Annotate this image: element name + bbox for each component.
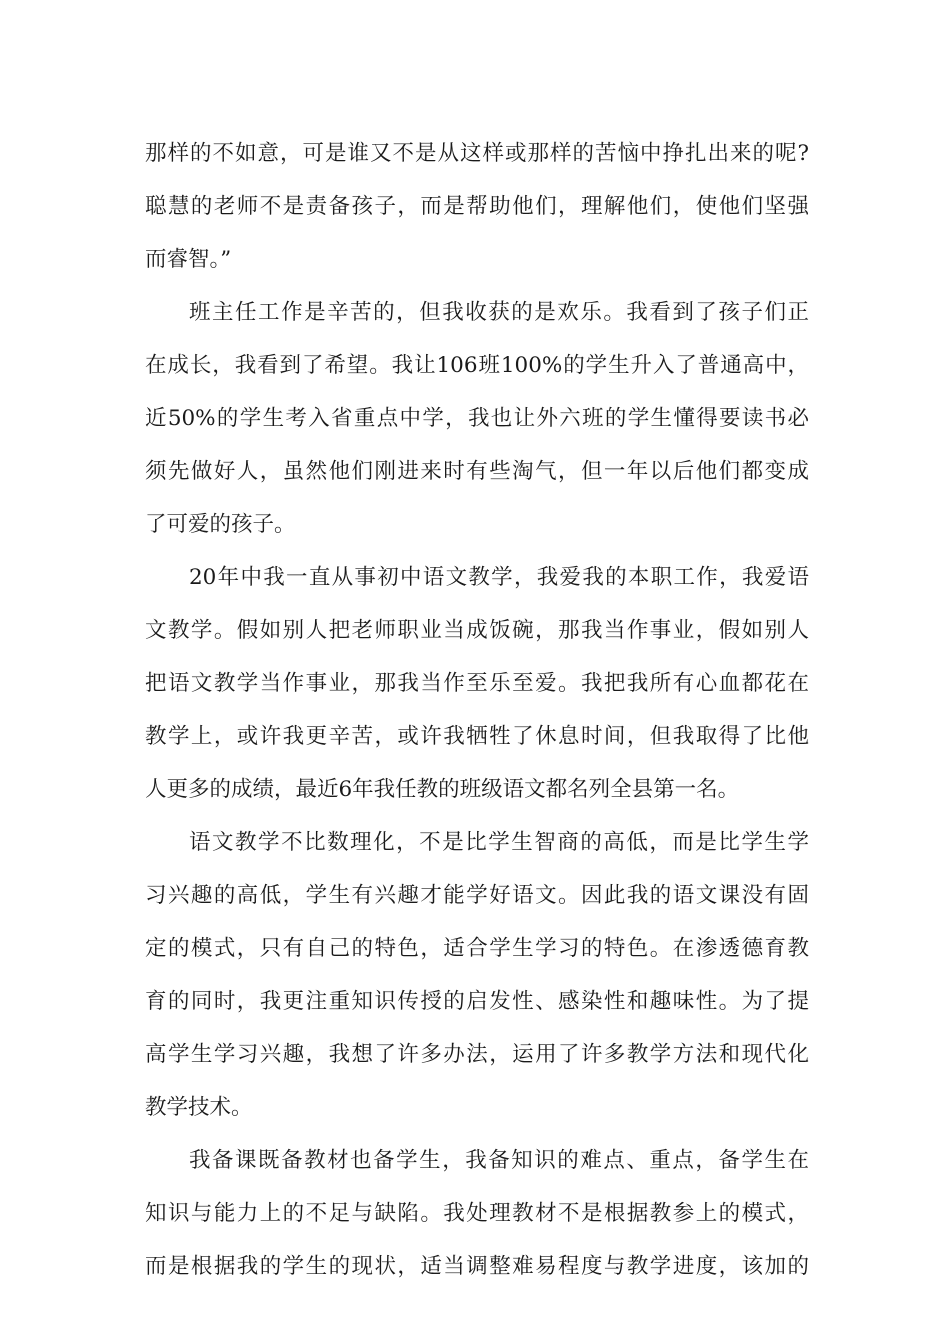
text-line: 教学技术。	[145, 1095, 253, 1120]
text-line: 习兴趣的高低，学生有兴趣才能学好语文。因此我的语文课没有固	[145, 883, 809, 908]
paragraph-2	[145, 286, 809, 551]
text-line: 须先做好人，虽然他们刚进来时有些淘气，但一年以后他们都变成	[145, 459, 809, 484]
text-line: 定的模式，只有自己的特色，适合学生学习的特色。在渗透德育教	[145, 936, 809, 961]
paragraph-4	[145, 816, 809, 1134]
text-line: 知识与能力上的不足与缺陷。我处理教材不是根据教参上的模式，	[145, 1201, 809, 1226]
text-line: 20年中我一直从事初中语文教学，我爱我的本职工作，我爱语	[189, 565, 809, 590]
text-line: 文教学。假如别人把老师职业当成饭碗，那我当作事业，假如别人	[145, 618, 809, 643]
text-line: 高学生学习兴趣，我想了许多办法，运用了许多教学方法和现代化	[145, 1042, 809, 1067]
text-line: 把语文教学当作事业，那我当作至乐至爱。我把我所有心血都花在	[145, 671, 809, 696]
text-line: 育的同时，我更注重知识传授的启发性、感染性和趣味性。为了提	[145, 989, 809, 1014]
text-line: 近50%的学生考入省重点中学，我也让外六班的学生懂得要读书必	[145, 406, 809, 431]
paragraph-1	[145, 127, 809, 286]
text-line: 班主任工作是辛苦的，但我收获的是欢乐。我看到了孩子们正	[189, 300, 809, 325]
text-line: 教学上，或许我更辛苦，或许我牺牲了休息时间，但我取得了比他	[145, 724, 809, 749]
text-line: 那样的不如意，可是谁又不是从这样或那样的苦恼中挣扎出来的呢?	[145, 141, 809, 166]
text-line: 在成长，我看到了希望。我让106班100%的学生升入了普通高中，	[145, 353, 809, 378]
paragraph-5	[145, 1134, 809, 1293]
text-line: 语文教学不比数理化，不是比学生智商的高低，而是比学生学	[189, 830, 809, 855]
document-body	[145, 127, 809, 1293]
text-line: 聪慧的老师不是责备孩子，而是帮助他们，理解他们，使他们坚强	[145, 194, 809, 219]
text-line: 而睿智。”	[145, 247, 232, 272]
text-line: 了可爱的孩子。	[145, 512, 296, 537]
text-line: 人更多的成绩，最近6年我任教的班级语文都名列全县第一名。	[145, 777, 740, 802]
paragraph-3	[145, 551, 809, 816]
text-line: 而是根据我的学生的现状，适当调整难易程度与教学进度，该加的	[145, 1254, 809, 1279]
text-line: 我备课既备教材也备学生，我备知识的难点、重点，备学生在	[189, 1148, 809, 1173]
